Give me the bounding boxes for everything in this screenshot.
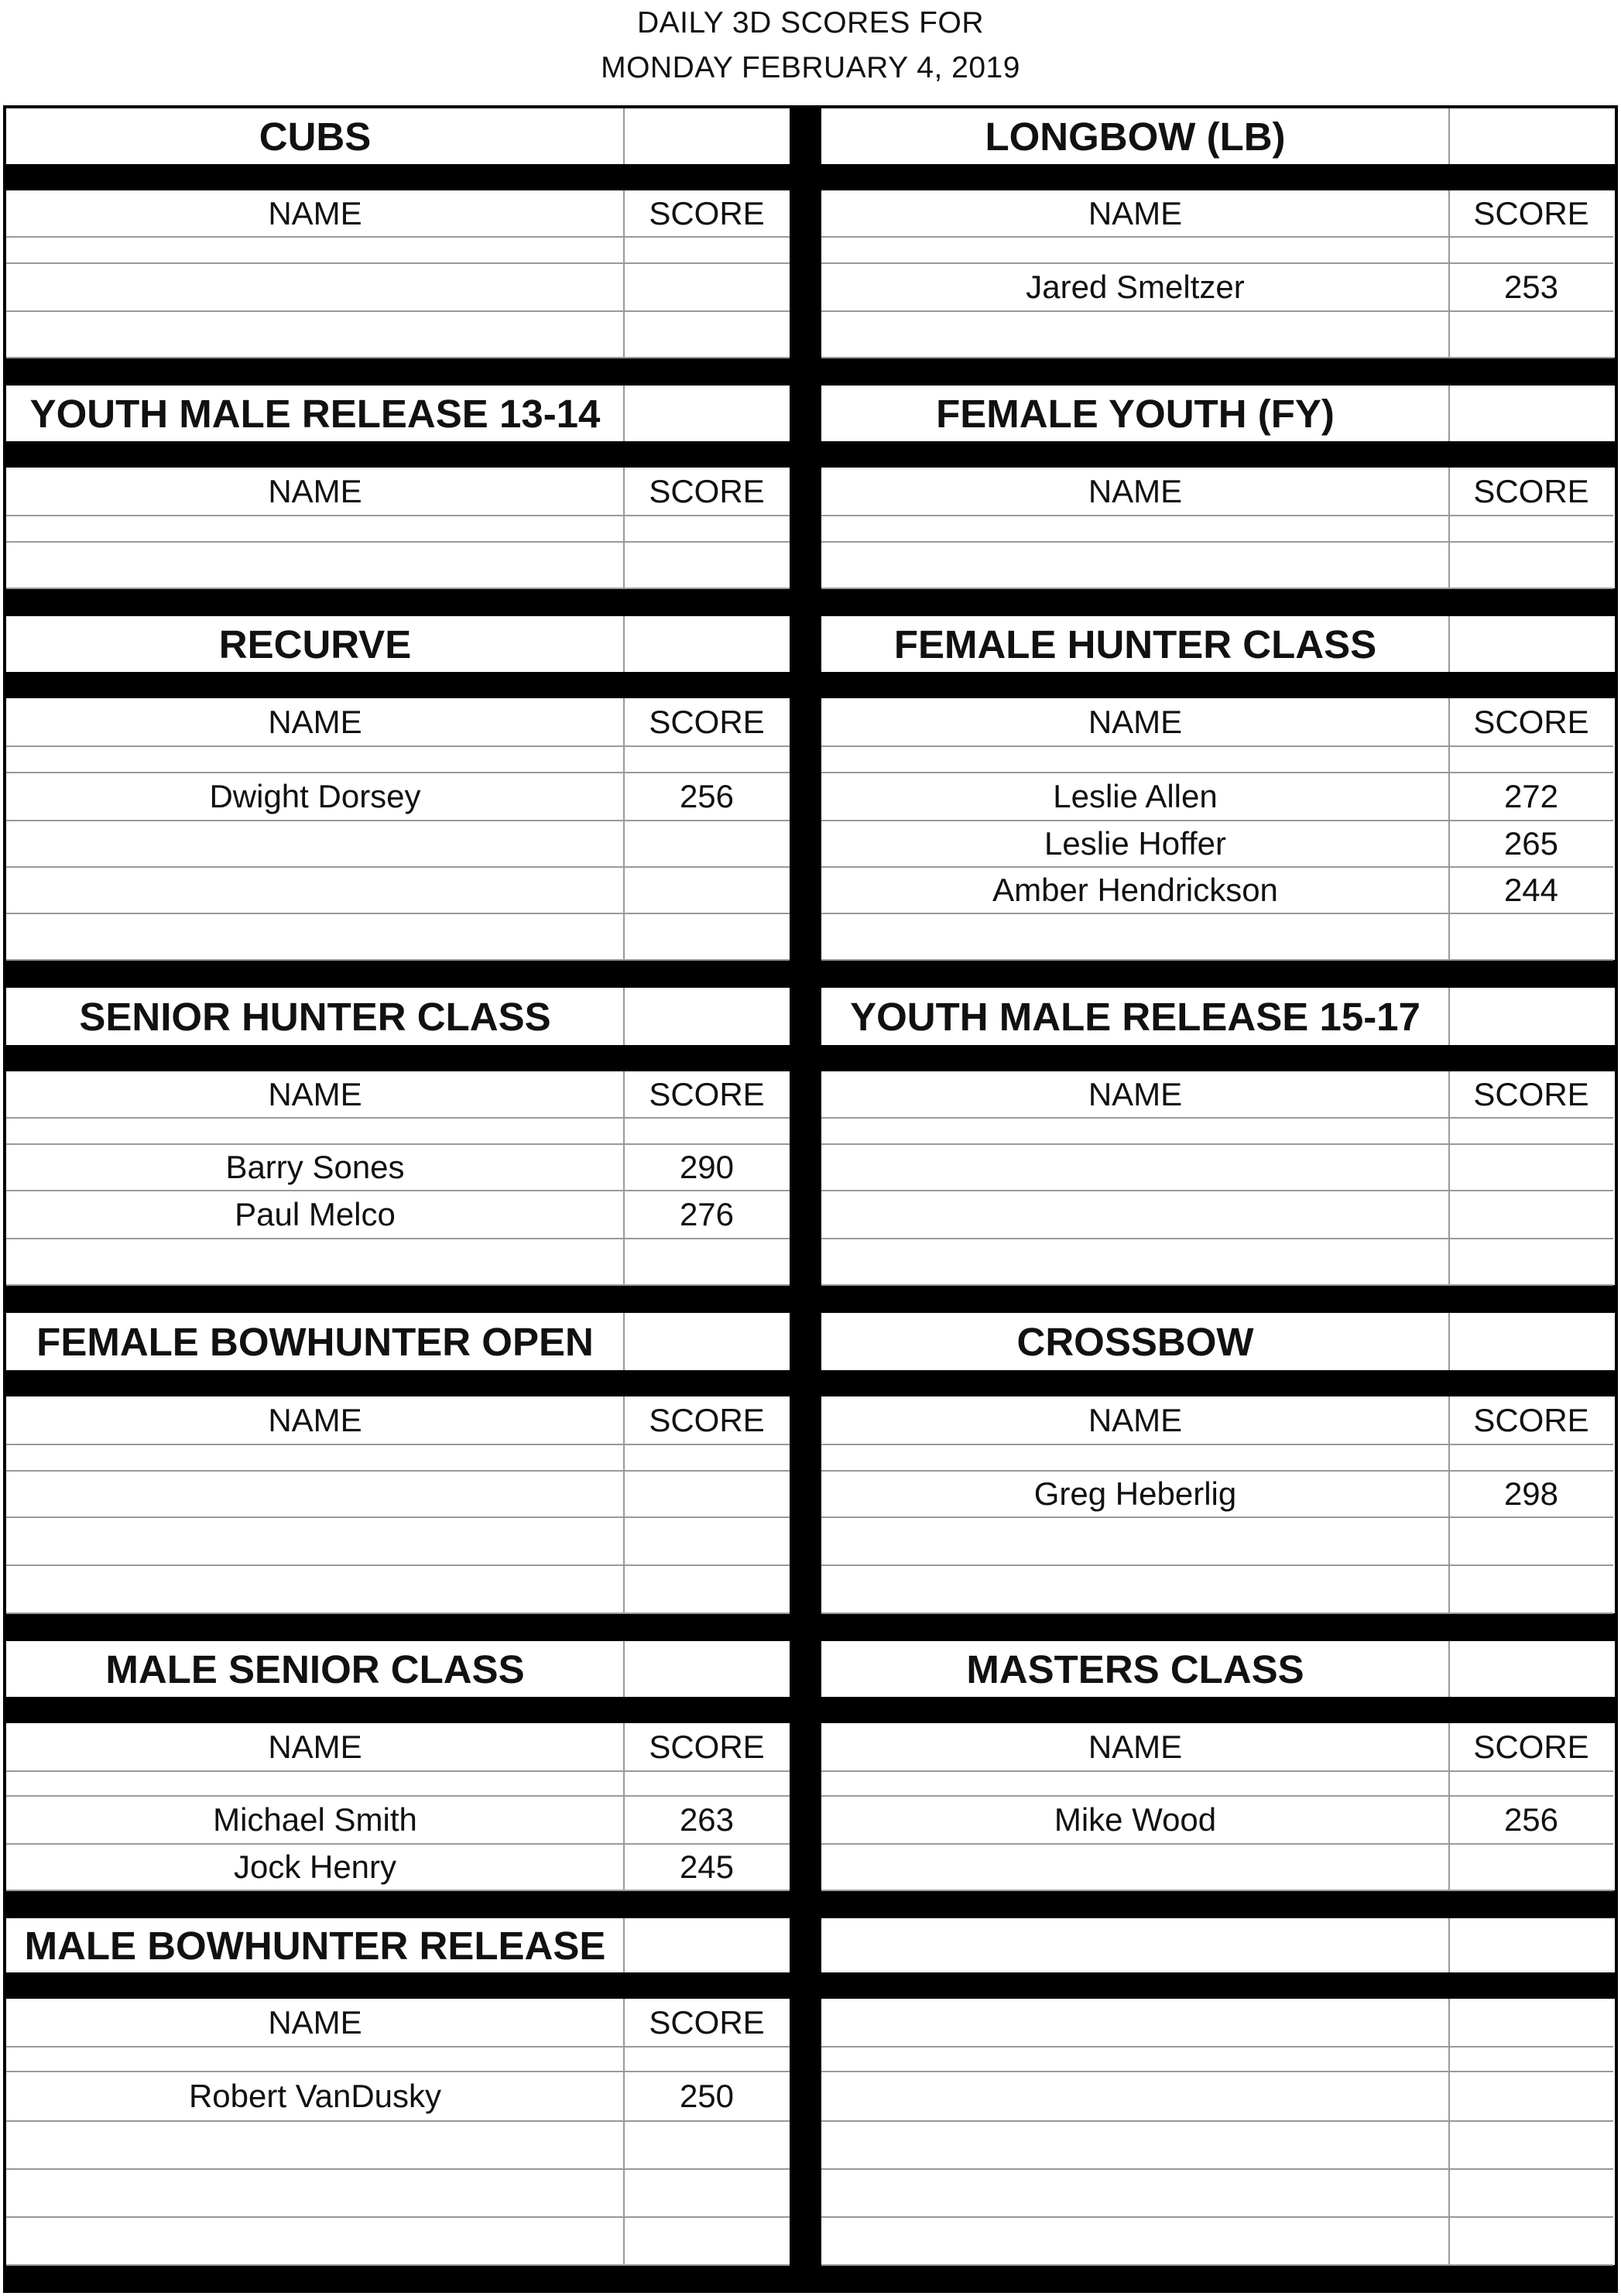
right-column-rule <box>1448 616 1450 672</box>
right-row-rule <box>821 1117 1613 1119</box>
right-column-rule <box>1448 988 1450 1045</box>
left-row-rule <box>6 2264 790 2266</box>
right-entry-score: 298 <box>1503 1475 1559 1512</box>
right-category-header: LONGBOW (LB) <box>985 114 1286 159</box>
left-category-header: YOUTH MALE RELEASE 13-14 <box>29 391 601 436</box>
left-entry-name: Barry Sones <box>225 1149 405 1185</box>
right-entry-score: 272 <box>1503 778 1559 814</box>
right-row-rule <box>821 1444 1613 1445</box>
right-score-column-label: SCORE <box>1473 195 1589 231</box>
right-score-column-label: SCORE <box>1473 704 1589 740</box>
separator-band <box>3 1697 1618 1723</box>
right-column-rule <box>1448 386 1450 441</box>
right-name-column-label: NAME <box>1088 704 1183 740</box>
left-score-column-label: SCORE <box>649 473 765 509</box>
right-column-rule <box>1448 1071 1450 1285</box>
left-column-rule <box>623 108 625 164</box>
title-line-1: DAILY 3D SCORES FOR <box>636 6 984 39</box>
left-row-rule <box>6 357 790 358</box>
left-score-column-label: SCORE <box>649 704 765 740</box>
separator-band <box>3 1972 1618 1999</box>
right-column-rule <box>1448 108 1450 164</box>
right-row-rule <box>821 2168 1613 2170</box>
frame-right <box>1615 105 1618 2293</box>
separator-band <box>3 2265 1618 2293</box>
left-name-column-label: NAME <box>268 473 362 509</box>
center-divider <box>790 105 821 2293</box>
left-column-rule <box>623 1999 625 2265</box>
right-entry-name: Leslie Allen <box>1053 778 1218 814</box>
left-column-rule <box>623 616 625 672</box>
left-row-rule <box>6 588 790 589</box>
left-row-rule <box>6 1284 790 1286</box>
right-entry-name: Amber Hendrickson <box>992 872 1278 908</box>
left-entry-name: Dwight Dorsey <box>209 778 421 814</box>
right-row-rule <box>821 1770 1613 1772</box>
right-name-column-label <box>821 1999 1449 2047</box>
separator-band <box>3 1370 1618 1396</box>
left-entry-score: 256 <box>679 778 735 814</box>
right-score-column-label: SCORE <box>1473 1729 1589 1765</box>
left-category-header: RECURVE <box>218 622 412 667</box>
right-category-header: FEMALE YOUTH (FY) <box>936 391 1335 436</box>
left-row-rule <box>6 866 790 868</box>
left-row-rule <box>6 745 790 747</box>
separator-band <box>3 1890 1618 1918</box>
right-column-rule <box>1448 1313 1450 1370</box>
right-category-header: CROSSBOW <box>1016 1319 1254 1364</box>
left-column-rule <box>623 1641 625 1697</box>
right-row-rule <box>821 515 1613 516</box>
right-row-rule <box>821 745 1613 747</box>
left-score-column-label: SCORE <box>649 2004 765 2041</box>
left-column-rule <box>623 698 625 960</box>
right-entry-score: 244 <box>1503 872 1559 908</box>
left-name-column-label: NAME <box>268 2004 362 2041</box>
right-entry-name: Jared Smeltzer <box>1026 269 1245 305</box>
right-row-rule <box>821 588 1613 589</box>
left-column-rule <box>623 1396 625 1613</box>
right-entry-score: 265 <box>1503 825 1559 862</box>
separator-band <box>3 1613 1618 1641</box>
left-row-rule <box>6 2216 790 2218</box>
left-row-rule <box>6 1770 790 1772</box>
left-entry-name: Paul Melco <box>235 1196 396 1232</box>
left-name-column-label: NAME <box>268 195 362 231</box>
left-entry-name: Michael Smith <box>213 1801 417 1838</box>
left-score-column-label: SCORE <box>649 195 765 231</box>
title-line-2: MONDAY FEBRUARY 4, 2019 <box>601 51 1020 84</box>
left-name-column-label: NAME <box>268 1076 362 1112</box>
left-category-header: MALE SENIOR CLASS <box>105 1647 525 1691</box>
separator-band <box>3 960 1618 988</box>
right-category-header <box>821 1918 1449 1972</box>
right-column-rule <box>1448 1641 1450 1697</box>
separator-band <box>3 164 1618 190</box>
right-row-rule <box>821 959 1613 961</box>
left-row-rule <box>6 515 790 516</box>
left-row-rule <box>6 1470 790 1472</box>
right-row-rule <box>821 236 1613 238</box>
right-row-rule <box>821 1612 1613 1614</box>
right-row-rule <box>821 1890 1613 1891</box>
left-entry-name: Robert VanDusky <box>188 2078 442 2114</box>
left-row-rule <box>6 1444 790 1445</box>
right-entry-name: Greg Heberlig <box>1033 1475 1237 1512</box>
left-row-rule <box>6 236 790 238</box>
left-entry-score: 290 <box>679 1149 735 1185</box>
left-row-rule <box>6 541 790 543</box>
left-column-rule <box>623 468 625 588</box>
separator-band <box>3 358 1618 386</box>
left-row-rule <box>6 959 790 961</box>
right-row-rule <box>821 2216 1613 2218</box>
left-column-rule <box>623 190 625 358</box>
left-row-rule <box>6 913 790 914</box>
right-entry-name: Leslie Hoffer <box>1044 825 1227 862</box>
right-row-rule <box>821 2071 1613 2072</box>
right-score-column-label <box>1449 1999 1613 2047</box>
right-score-column-label: SCORE <box>1473 1076 1589 1112</box>
left-row-rule <box>6 1564 790 1566</box>
left-score-column-label: SCORE <box>649 1076 765 1112</box>
left-entry-name: Jock Henry <box>233 1849 397 1885</box>
left-column-rule <box>623 1313 625 1370</box>
separator-band <box>3 1285 1618 1313</box>
separator-band <box>3 588 1618 616</box>
right-entry-score: 253 <box>1503 269 1559 305</box>
right-row-rule <box>821 2264 1613 2266</box>
right-name-column-label: NAME <box>1088 1729 1183 1765</box>
right-row-rule <box>821 1143 1613 1145</box>
left-row-rule <box>6 2168 790 2170</box>
left-row-rule <box>6 262 790 264</box>
left-category-header: CUBS <box>259 114 372 159</box>
left-entry-score: 263 <box>679 1801 735 1838</box>
right-row-rule <box>821 1190 1613 1191</box>
left-row-rule <box>6 1117 790 1119</box>
left-row-rule <box>6 1516 790 1518</box>
left-name-column-label: NAME <box>268 704 362 740</box>
right-category-header: YOUTH MALE RELEASE 15-17 <box>850 994 1421 1039</box>
right-category-header: MASTERS CLASS <box>966 1647 1304 1691</box>
right-name-column-label: NAME <box>1088 473 1183 509</box>
right-column-rule <box>1448 468 1450 588</box>
left-category-header: MALE BOWHUNTER RELEASE <box>24 1923 606 1968</box>
left-column-rule <box>623 988 625 1045</box>
left-category-header: SENIOR HUNTER CLASS <box>79 994 551 1039</box>
right-name-column-label: NAME <box>1088 1076 1183 1112</box>
right-row-rule <box>821 541 1613 543</box>
left-row-rule <box>6 1612 790 1614</box>
right-name-column-label: NAME <box>1088 195 1183 231</box>
right-row-rule <box>821 2046 1613 2048</box>
left-entry-score: 276 <box>679 1196 735 1232</box>
right-row-rule <box>821 1238 1613 1239</box>
right-name-column-label: NAME <box>1088 1402 1183 1438</box>
right-row-rule <box>821 1564 1613 1566</box>
left-score-column-label: SCORE <box>649 1729 765 1765</box>
separator-band <box>3 441 1618 468</box>
left-category-header: FEMALE BOWHUNTER OPEN <box>36 1319 594 1364</box>
left-column-rule <box>623 386 625 441</box>
right-score-column-label: SCORE <box>1473 473 1589 509</box>
right-entry-score: 256 <box>1503 1801 1559 1838</box>
separator-band <box>3 1045 1618 1071</box>
right-column-rule <box>1448 1999 1450 2265</box>
left-name-column-label: NAME <box>268 1729 362 1765</box>
left-entry-score: 245 <box>679 1849 735 1885</box>
left-entry-score: 250 <box>679 2078 735 2114</box>
right-entry-name: Mike Wood <box>1054 1801 1217 1838</box>
left-name-column-label: NAME <box>268 1402 362 1438</box>
left-column-rule <box>623 1918 625 1972</box>
right-row-rule <box>821 2120 1613 2122</box>
left-row-rule <box>6 2046 790 2048</box>
left-score-column-label: SCORE <box>649 1402 765 1438</box>
right-row-rule <box>821 1284 1613 1286</box>
right-row-rule <box>821 357 1613 358</box>
right-column-rule <box>1448 1918 1450 1972</box>
right-score-column-label: SCORE <box>1473 1402 1589 1438</box>
separator-band <box>3 672 1618 698</box>
right-category-header: FEMALE HUNTER CLASS <box>893 622 1377 667</box>
left-row-rule <box>6 310 790 312</box>
